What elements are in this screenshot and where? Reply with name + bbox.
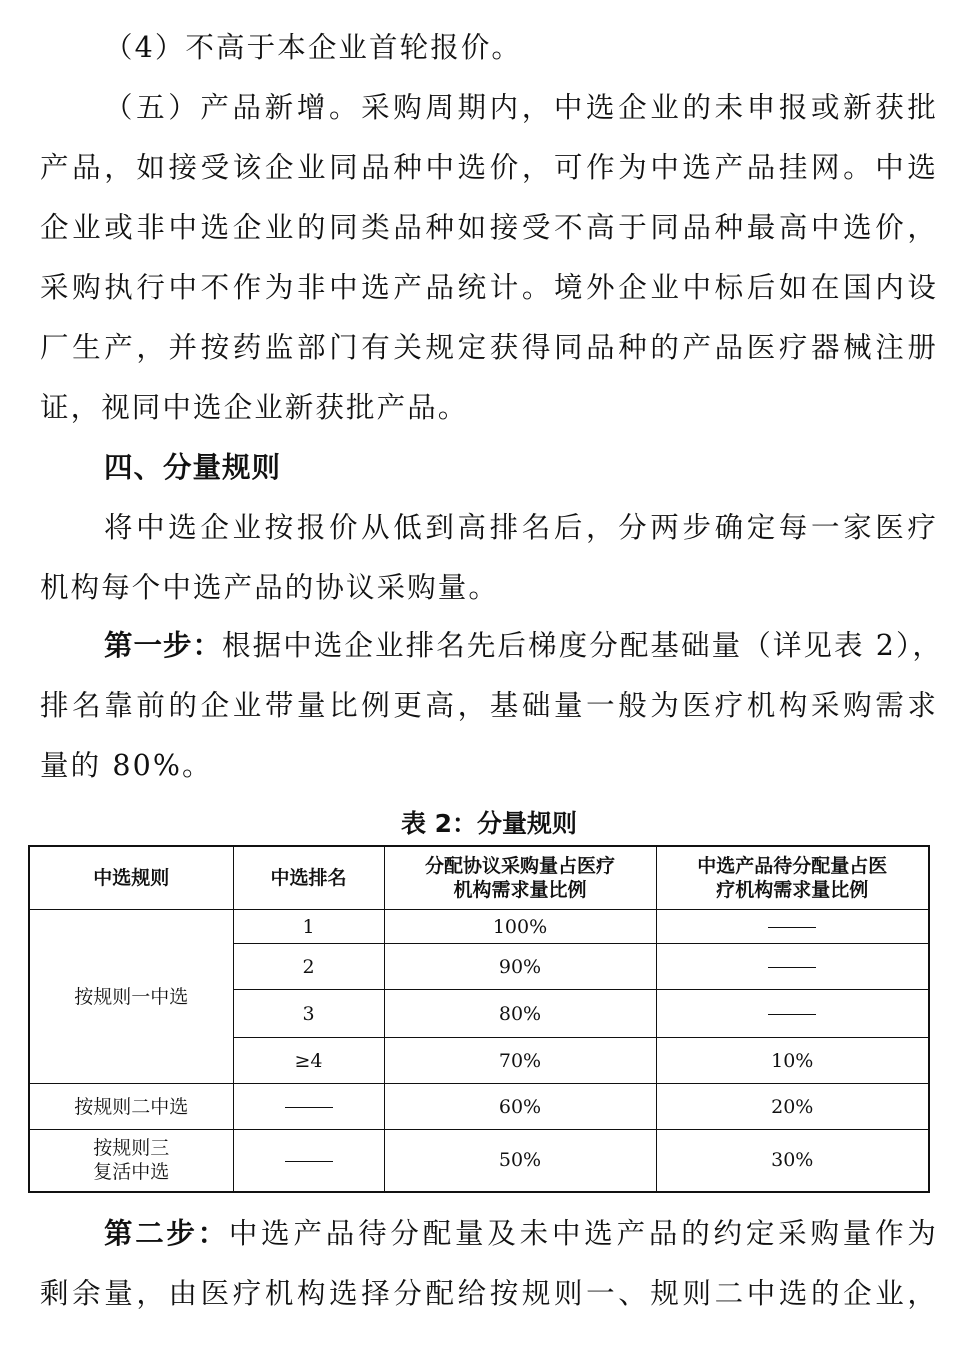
dash-mark: [768, 967, 816, 968]
intro-line-1: 将中选企业按报价从低到高排名后，分两步确定每一家医疗: [104, 511, 938, 544]
dash-mark: [285, 1161, 333, 1162]
agreed-ratio-cell: 90%: [384, 944, 656, 990]
paragraph-5-line-3: 企业或非中选企业的同类品种如接受不高于同品种最高中选价，: [40, 211, 938, 244]
pending-ratio-cell: 10%: [656, 1038, 929, 1084]
pending-ratio-cell: 20%: [656, 1084, 929, 1130]
section-heading-4: 四、分量规则: [104, 451, 282, 484]
rank-cell: [233, 1084, 384, 1130]
dash-mark: [285, 1107, 333, 1108]
rank-cell: 1: [233, 910, 384, 944]
paragraph-5-line-6: 证，视同中选企业新获批产品。: [40, 391, 469, 424]
item-4-text: （4）不高于本企业首轮报价。: [104, 31, 523, 64]
paragraph-5-line-4: 采购执行中不作为非中选产品统计。境外企业中标后如在国内设: [40, 271, 938, 304]
agreed-ratio-cell: 100%: [384, 910, 656, 944]
pending-ratio-cell: [656, 990, 929, 1038]
agreed-ratio-cell: 60%: [384, 1084, 656, 1130]
paragraph-5-line-5: 厂生产，并按药监部门有关规定获得同品种的产品医疗器械注册: [40, 331, 938, 364]
step-2-text: 中选产品待分配量及未中选产品的约定采购量作为: [228, 1217, 938, 1250]
table-row: [29, 1130, 929, 1192]
header-pending-ratio: 中选产品待分配量占医 疗机构需求量比例: [656, 846, 929, 910]
step-1-line-2: 排名靠前的企业带量比例更高，基础量一般为医疗机构采购需求: [40, 689, 938, 722]
rule-1-name: 按规则一中选: [29, 910, 233, 1084]
rule-3-name: 按规则三 复活中选: [29, 1130, 233, 1192]
paragraph-5-line-1: （五）产品新增。采购周期内，中选企业的未申报或新获批: [104, 91, 938, 124]
intro-line-2: 机构每个中选产品的协议采购量。: [40, 571, 500, 604]
agreed-ratio-cell: 70%: [384, 1038, 656, 1084]
table-caption: 表 2：分量规则: [400, 809, 578, 838]
dash-mark: [768, 927, 816, 928]
rule-2-name: 按规则二中选: [29, 1084, 233, 1130]
rank-cell: 3: [233, 990, 384, 1038]
header-rule: 中选规则: [29, 846, 233, 910]
step-1-line-1: [104, 626, 943, 666]
table-row: [29, 1084, 929, 1130]
step-1-text: 根据中选企业排名先后梯度分配基础量（详见表 2），: [222, 629, 943, 662]
step-1-label: 第一步：: [104, 629, 223, 662]
table-row: [29, 910, 929, 944]
rank-cell: ≥4: [233, 1038, 384, 1084]
agreed-ratio-cell: 80%: [384, 990, 656, 1038]
dash-mark: [768, 1014, 816, 1015]
pending-ratio-cell: [656, 944, 929, 990]
step-2-line-2: 剩余量，由医疗机构选择分配给按规则一、规则二中选的企业，: [40, 1277, 938, 1310]
rank-cell: [233, 1130, 384, 1192]
header-agreed-ratio: 分配协议采购量占医疗 机构需求量比例: [384, 846, 656, 910]
step-2-label: 第二步：: [104, 1217, 229, 1250]
pending-ratio-cell: 30%: [656, 1130, 929, 1192]
paragraph-5-line-2: 产品，如接受该企业同品种中选价，可作为中选产品挂网。中选: [40, 151, 938, 184]
step-2-line-1: [104, 1214, 938, 1254]
header-rank: 中选排名: [233, 846, 384, 910]
pending-ratio-cell: [656, 910, 929, 944]
rank-cell: 2: [233, 944, 384, 990]
agreed-ratio-cell: 50%: [384, 1130, 656, 1192]
allocation-rules-table: [28, 845, 930, 1193]
step-1-line-3: 量的 80%。: [40, 749, 213, 782]
table-header-row: [29, 846, 929, 910]
